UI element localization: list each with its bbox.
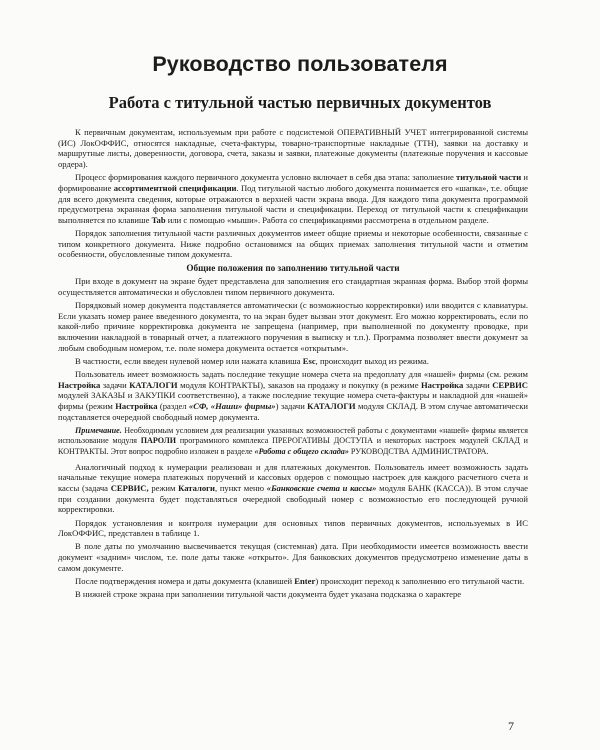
note-paragraph: Примечание. Необходимым условием для реализации указанных возможностей работы с документами «нашей» фирмы является использование модуля ПАРОЛИ программного комплекса ПРЕРОГАТИВЫ ДОСТУПА и некоторых настроек модулей СКЛАД и КОНТРАКТЫ. Этот вопрос подробно изложен в разделе «Работа с общего склада» РУКОВОДСТВА АДМИНИСТРАТОРА.	[58, 426, 528, 456]
paragraph-payment-numbering: Аналогичный подход к нумерации реализован и для платежных документов. Пользователь имеет возможность задать начальные текущие номера платежных поручений и кассовых ордеров с помощью настроек для каждого расчетного счета и кассы (задача СЕРВИС, режим Каталоги, пункт меню «Банковские счета и кассы» модуля БАНК (КАССА)). В этом случае при создании документа будет подставляться очередной свободный номер с возможностью его последующей ручной корректировки.	[58, 461, 528, 515]
paragraph-hint: В нижней строке экрана при заполнении титульной части документа будет указана подсказка о характере	[75, 589, 462, 600]
body-text	[58, 127, 528, 603]
page-number: 7	[508, 719, 514, 733]
page-subtitle: Работа с титульной частью первичных документов	[108, 93, 492, 112]
page-title: Руководство пользователя	[152, 52, 448, 76]
paragraph-user-numbers: Пользователь имеет возможность задать последние текущие номера счета на предоплату для «нашей» фирмы (см. режим Настройка задачи КАТАЛОГИ модуля КОНТРАКТЫ), заказов на продажу и покупку (в режиме Настройка задачи СЕРВИС модулей ЗАКАЗЫ и ЗАКУПКИ соответственно), а также последние текущие номера счета-фактуры и накладной для «нашей» фирмы (режим Настройка (раздел «СФ, «Наши» фирмы») задачи КАТАЛОГИ модуля СКЛАД. В этом случае автоматически подставляется очередной свободный номер документа.	[58, 369, 528, 422]
paragraph-process: Процесс формирования каждого первичного документа условно включает в себя два этапа: заполнение титульной части и формирование ассортиментной спецификации. Под титульной частью любого документа понимается его «шапка», т.е. общие для всего документа сведения, которые отражаются в верхней части экрана ввода. Для каждого типа документа программой предусмотрена экранная форма заполнения титульной части и спецификации. Переход от титульной части к спецификации выполняется по клавише Tab или с помощью «мыши». Работа со спецификациями рассмотрена в отдельном разделе.	[58, 172, 528, 225]
paragraph-numbering: Порядковый номер документа подставляется автоматически (с возможностью корректировки) или вводится с клавиатуры. Если указать номер ранее введенного документа, то на экран будет вызван этот документ. Его можно корректировать, если по какой-либо причине корректировка документа не запрещена (например, при выполненной по документу проводке, при включении накладной в товарный отчет, а платежного поручения в выписку и т.п.). Программа позволяет ввести документ за любым свободным номером, т.е. поле номера документа остается «открытым».	[58, 299, 528, 353]
paragraph-date: В поле даты по умолчанию высвечивается текущая (системная) дата. При необходимости имеется возможность ввести документ «задним» числом, т.е. поле даты также «открыто». Для банковских документов предусмотрено изменение даты в самом документе.	[58, 541, 528, 573]
paragraph-intro: К первичным документам, используемым при работе с подсистемой ОПЕРАТИВНЫЙ УЧЕТ интегрированной системы (ИС) ЛокОФФИС, относятся накладные, счета-фактуры, товарно-транспортные накладные (ТТН), заявки на доставку и маршрутные листы, доверенности, договора, счета, заказы и заявки, платежные документы (платежные поручения и кассовые ордера).	[58, 127, 528, 169]
paragraph-enter: После подтверждения номера и даты документа (клавишей Enter) происходит переход к заполнению его титульной части.	[75, 576, 525, 586]
paragraph-table-ref: Порядок установления и контроля нумерации для основных типов первичных документов, используемых в ИС ЛокОФФИС, представлен в таблице 1.	[58, 517, 528, 539]
paragraph-order: Порядок заполнения титульной части различных документов имеет общие приемы и некоторые особенности, связанные с типом конкретного документа. Ниже подробно остановимся на общих приемах заполнения титульной части и отметим особенности, обусловленные типом документа.	[58, 228, 528, 260]
paragraph-entry: При входе в документ на экране будет представлена для заполнения его стандартная экранная форма. Выбор этой формы осуществляется автоматически и обусловлен типом первичного документа.	[58, 276, 528, 297]
section-heading: Общие положения по заполнению титульной части	[186, 263, 400, 274]
paragraph-esc: В частности, если введен нулевой номер или нажата клавиша Esc, происходит выход из режима.	[75, 355, 429, 366]
note-label: Примечание.	[75, 426, 122, 436]
